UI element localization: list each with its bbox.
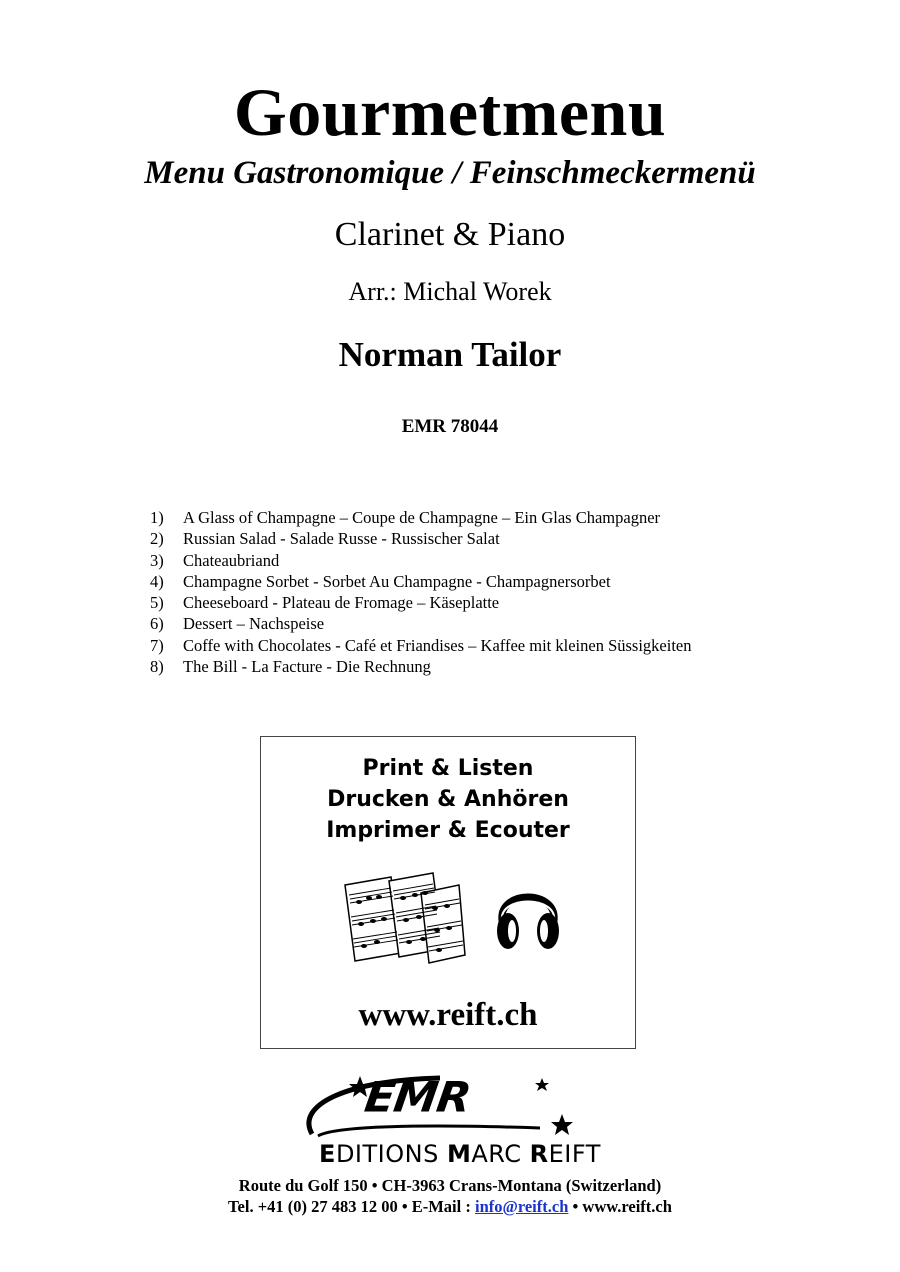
promo-line-print-listen: Print & Listen [362,756,534,781]
track-title: Chateaubriand [183,550,280,570]
track-number: 1) [150,508,164,527]
logo-emr-text: EMR [361,1073,474,1122]
list-item [150,507,850,528]
promo-line-drucken: Drucken & Anhören [327,787,569,812]
promo-line-imprimer: Imprimer & Ecouter [326,818,570,843]
track-title: A Glass of Champagne – Coupe de Champagne – Ein Glas Champagner [183,508,661,527]
list-item [150,592,850,613]
track-title: Coffe with Chocolates - Café et Friandises – Kaffee mit kleinen Süssigkeiten [183,635,692,655]
score-subtitle: Menu Gastronomique / Feinschmeckermenü [144,155,756,191]
score-title: Gourmetmenu [233,74,667,150]
catalog-number: EMR 78044 [401,416,499,437]
track-number: 5) [150,593,164,613]
track-title: Dessert – Nachspeise [183,614,325,634]
list-item [150,571,850,592]
print-listen-box [260,736,636,1049]
track-title: Champagne Sorbet - Sorbet Au Champagne - Champagnersorbet [183,571,611,591]
list-item [150,550,850,571]
list-item [150,635,850,656]
track-title: The Bill - La Facture - Die Rechnung [183,657,431,677]
arranger: Arr.: Michal Worek [348,277,552,306]
headphones-icon [492,875,564,955]
list-item [150,528,850,549]
promo-lines [261,753,635,846]
publisher-address: Route du Golf 150 • CH-3963 Crans-Montana (Switzerland) [238,1176,662,1195]
track-list [150,507,850,677]
website-text: • www.reift.ch [568,1197,672,1216]
star-icon [535,1078,549,1091]
track-number: 7) [150,635,164,655]
telephone-text: Tel. +41 (0) 27 483 12 00 • E-Mail : [228,1197,475,1216]
promo-url[interactable]: www.reift.ch [358,997,538,1033]
track-number: 3) [150,550,164,570]
publisher-contact [0,1199,900,1216]
track-number: 6) [150,614,164,634]
track-number: 4) [150,571,164,591]
sheet-music-icon [339,871,469,965]
track-number: 8) [150,657,164,677]
emr-logo [240,1074,680,1170]
track-number: 2) [150,529,164,549]
list-item [150,613,850,634]
composer: Norman Tailor [338,335,562,374]
publisher-name: EDITIONS MARC REIFT [319,1140,601,1168]
list-item [150,656,850,677]
email-link[interactable]: info@reift.ch [474,1197,569,1216]
track-title: Russian Salad - Salade Russe - Russischer Salat [183,529,500,549]
instrumentation: Clarinet & Piano [334,216,566,253]
star-icon [551,1114,573,1135]
track-title: Cheeseboard - Plateau de Fromage – Käseplatte [183,593,500,613]
